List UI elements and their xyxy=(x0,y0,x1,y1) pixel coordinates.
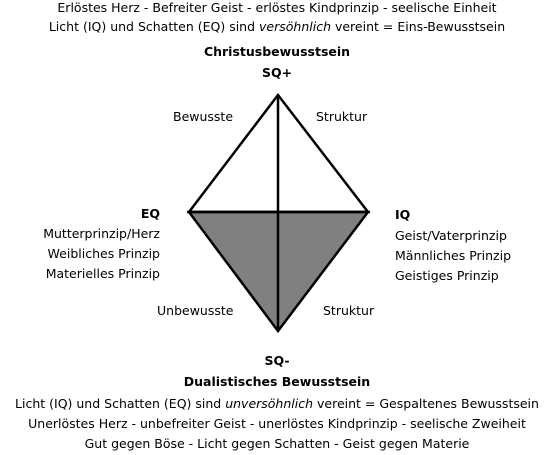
label-struktur-lower: Struktur xyxy=(323,303,375,318)
bottom-line-1 xyxy=(0,396,554,412)
iq-item: Männliches Prinzip xyxy=(395,248,512,263)
top-line-2-start: Licht (IQ) und Schatten (EQ) sind xyxy=(48,19,260,34)
apex-label-bottom: SQ- xyxy=(264,353,290,368)
label-bewusste: Bewusste xyxy=(173,109,234,124)
bottom-title: Dualistisches Bewusstsein xyxy=(183,374,371,389)
top-line-1: Erlöstes Herz - Befreiter Geist - erlöstes Kindprinzip - seelische Einheit xyxy=(57,0,497,15)
apex-label-top: SQ+ xyxy=(261,65,293,80)
eq-title: EQ xyxy=(140,206,160,221)
bottom-line-1-end: vereint = Gespaltenes Bewusstsein xyxy=(313,396,539,411)
bottom-line-1-emphasis: unversöhnlich xyxy=(225,396,314,411)
bottom-line-2: Unerlöstes Herz - unbefreiter Geist - unerlöstes Kindprinzip - seelische Zweiheit xyxy=(28,416,526,431)
top-title: Christusbewusstsein xyxy=(203,44,351,59)
eq-item: Weibliches Prinzip xyxy=(47,246,160,261)
iq-item: Geistiges Prinzip xyxy=(395,268,499,283)
eq-item: Mutterprinzip/Herz xyxy=(43,226,160,241)
top-line-2-emphasis: versöhnlich xyxy=(259,19,331,34)
iq-item: Geist/Vaterprinzip xyxy=(395,228,507,243)
bottom-line-1-start: Licht (IQ) und Schatten (EQ) sind xyxy=(15,396,226,411)
top-line-2-end: vereint = Eins-Bewusstsein xyxy=(331,19,506,34)
label-unbewusste: Unbewusste xyxy=(157,303,234,318)
eq-item: Materielles Prinzip xyxy=(45,266,160,281)
bottom-line-3: Gut gegen Böse - Licht gegen Schatten - Geist gegen Materie xyxy=(84,436,470,451)
label-struktur-upper: Struktur xyxy=(316,109,368,124)
iq-title: IQ xyxy=(395,207,411,222)
